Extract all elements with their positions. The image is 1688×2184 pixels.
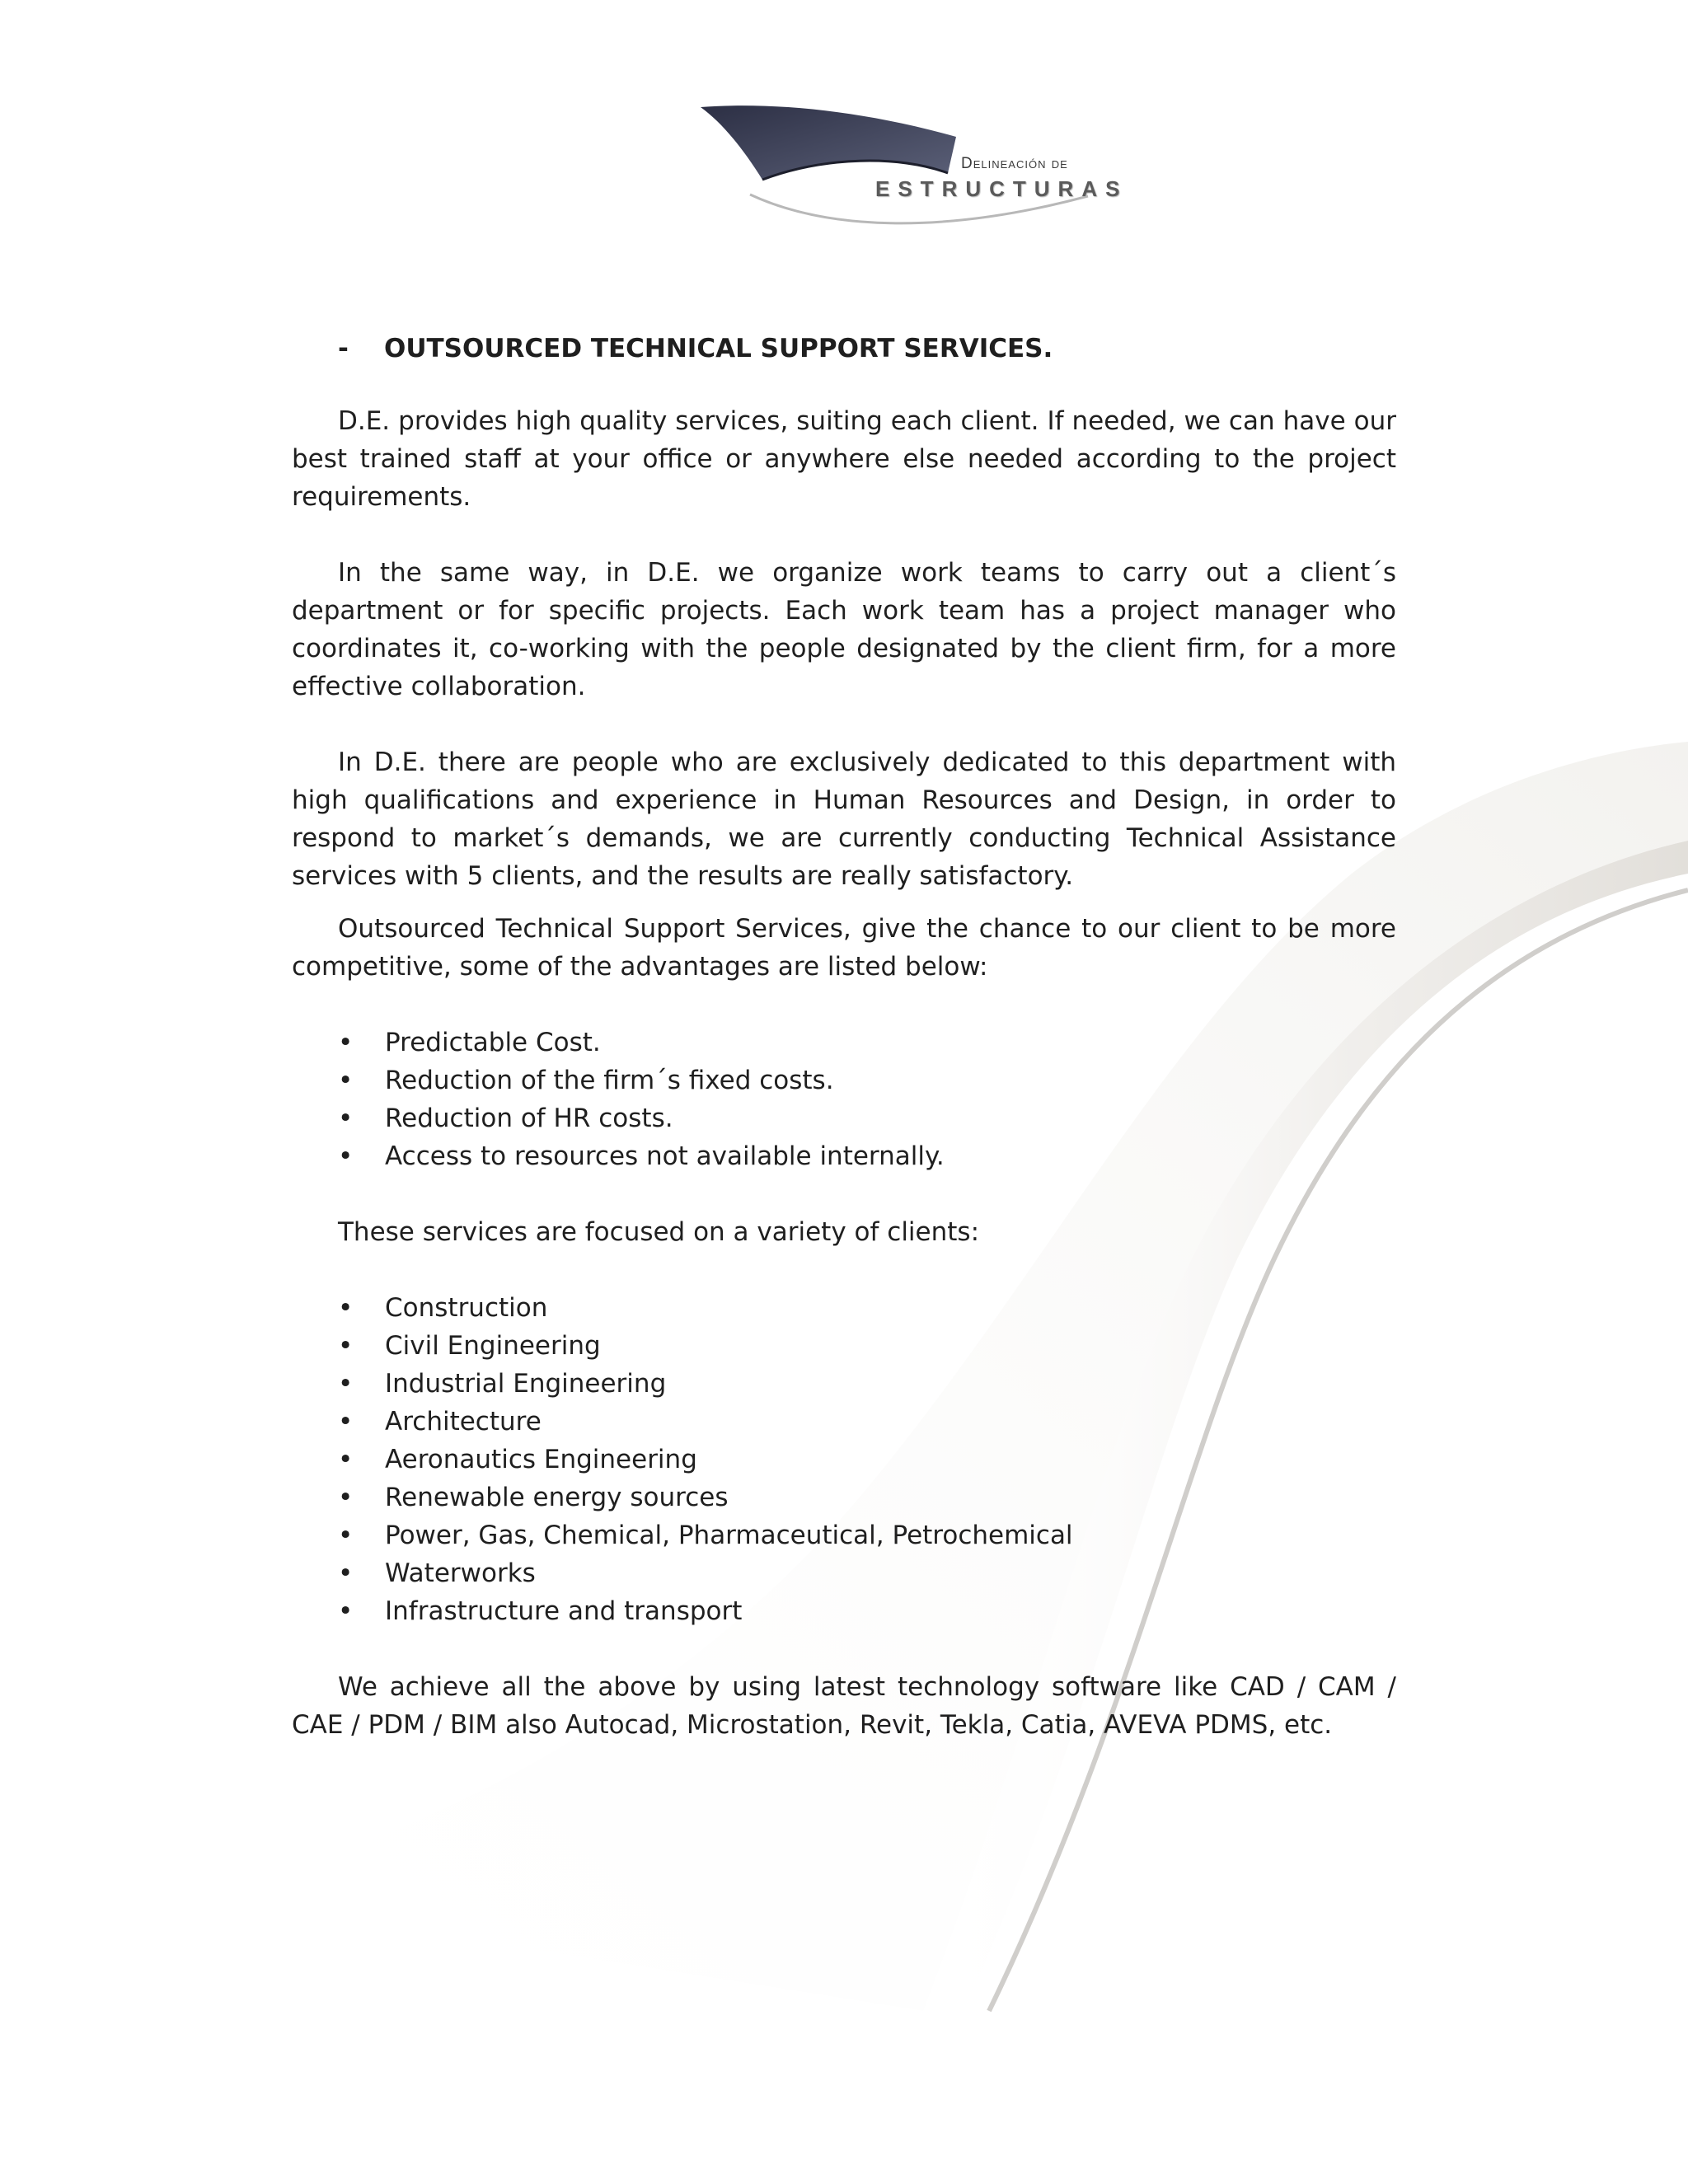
list-item — [292, 1479, 1396, 1516]
list-item — [292, 1516, 1396, 1554]
list-item — [292, 1099, 1396, 1137]
section-heading — [338, 330, 1396, 368]
logo-text-top: Delineación de — [961, 155, 1068, 172]
bullet-icon: • — [338, 1521, 354, 1550]
bullet-icon: • — [338, 1596, 354, 1626]
heading-dash: - — [338, 334, 349, 363]
list-item-text: Architecture — [385, 1407, 542, 1436]
bullet-icon: • — [338, 1104, 354, 1133]
list-item — [292, 1289, 1396, 1327]
bullet-icon: • — [338, 1445, 354, 1474]
paragraph-advantages-intro: Outsourced Technical Support Services, give the chance to our client to be more competitive, some of the advantages are listed below: — [292, 914, 1396, 982]
paragraph-clients-intro: These services are focused on a variety of clients: — [338, 1217, 980, 1247]
bullet-icon: • — [338, 1558, 354, 1588]
list-item — [292, 1365, 1396, 1403]
list-item-text: Predictable Cost. — [385, 1028, 601, 1057]
company-logo — [692, 97, 1128, 229]
bullet-icon: • — [338, 1369, 354, 1399]
list-item-text: Renewable energy sources — [385, 1483, 729, 1512]
list-item-text: Power, Gas, Chemical, Pharmaceutical, Petrochemical — [385, 1521, 1073, 1550]
bullet-icon: • — [338, 1483, 354, 1512]
list-item — [292, 1554, 1396, 1592]
document-body — [292, 330, 1396, 1744]
heading-text: OUTSOURCED TECHNICAL SUPPORT SERVICES. — [384, 334, 1053, 363]
paragraph-intro: D.E. provides high quality services, suiting each client. If needed, we can have our best trained staff at your office or anywhere else needed according to the project requirements. — [292, 406, 1396, 512]
paragraph-department: In D.E. there are people who are exclusively dedicated to this department with high qualifications and experience in Human Resources and Design, in order to respond to market´s demands, we are currently conducting Technical Assistance services with 5 clients, and the results are really satisfactory. — [292, 748, 1396, 891]
bullet-icon: • — [338, 1066, 354, 1095]
list-item-text: Aeronautics Engineering — [385, 1445, 697, 1474]
list-item — [292, 1403, 1396, 1441]
list-item — [292, 1592, 1396, 1630]
advantages-list — [292, 1024, 1396, 1175]
bullet-icon: • — [338, 1293, 354, 1323]
list-item-text: Construction — [385, 1293, 548, 1323]
list-item — [292, 1327, 1396, 1365]
bullet-icon: • — [338, 1331, 354, 1361]
paragraph-work-teams: In the same way, in D.E. we organize work teams to carry out a client´s department or for specific projects. Each work team has a project manager who coordinates it, co-working with the people designated by the client firm, for a more effective collaboration. — [292, 558, 1396, 701]
list-item-text: Infrastructure and transport — [385, 1596, 743, 1626]
bullet-icon: • — [338, 1407, 354, 1436]
clients-list — [292, 1289, 1396, 1630]
list-item-text: Civil Engineering — [385, 1331, 601, 1361]
list-item-text: Industrial Engineering — [385, 1369, 667, 1399]
list-item — [292, 1062, 1396, 1099]
bullet-icon: • — [338, 1141, 354, 1171]
list-item-text: Waterworks — [385, 1558, 536, 1588]
list-item-text: Reduction of HR costs. — [385, 1104, 673, 1133]
list-item-text: Access to resources not available internally. — [385, 1141, 945, 1171]
list-item — [292, 1137, 1396, 1175]
list-item — [292, 1024, 1396, 1062]
bullet-icon: • — [338, 1028, 354, 1057]
list-item — [292, 1441, 1396, 1479]
list-item-text: Reduction of the firm´s fixed costs. — [385, 1066, 834, 1095]
paragraph-software: We achieve all the above by using latest technology software like CAD / CAM / CAE / PDM / BIM also Autocad, Microstation, Revit, Tekla, Catia, AVEVA PDMS, etc. — [292, 1672, 1396, 1740]
logo-text-bottom: ESTRUCTURAS — [875, 176, 1128, 201]
